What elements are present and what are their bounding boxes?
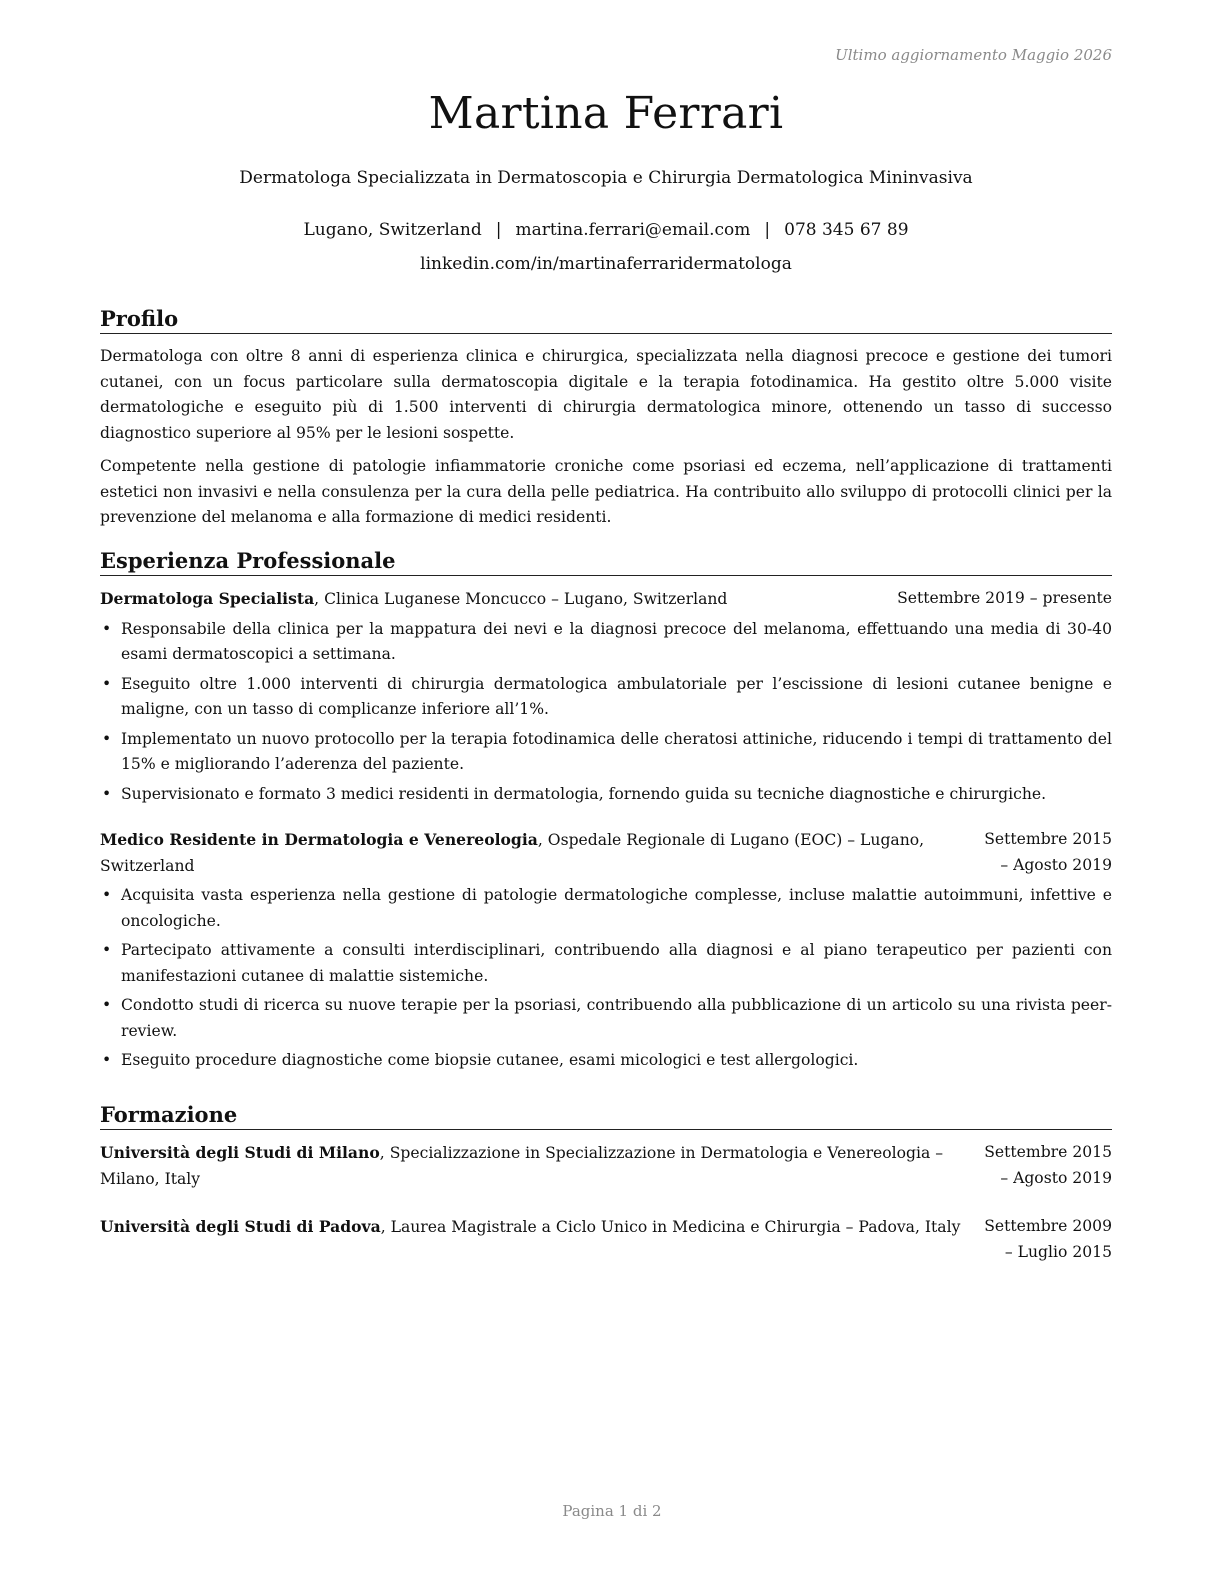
bullet-icon: • xyxy=(102,941,112,960)
list-item: • Supervisionato e formato 3 medici residenti in dermatologia, fornendo guida su tecniche diagnostiche e chirurgiche. xyxy=(100,782,1112,808)
bullet-icon: • xyxy=(102,674,112,693)
job-entry xyxy=(100,827,1112,1074)
bullet-icon: • xyxy=(102,619,112,638)
candidate-name: Martina Ferrari xyxy=(428,88,784,139)
education-entry xyxy=(100,1214,1112,1265)
bullet-icon: • xyxy=(102,784,112,803)
list-item: • Implementato un nuovo protocollo per la terapia fotodinamica delle cheratosi attiniche, riducendo i tempi di trattamento del 15% e migliorando l’aderenza del paziente. xyxy=(100,727,1112,778)
list-item: • Acquisita vasta esperienza nella gestione di patologie dermatologiche complesse, incluse malattie autoimmuni, infettive e oncologiche. xyxy=(100,883,1112,934)
bullet-icon: • xyxy=(102,1051,112,1070)
linkedin-link[interactable]: linkedin.com/in/martinaferraridermatologa xyxy=(420,254,792,274)
profile-paragraph: Dermatologa con oltre 8 anni di esperienza clinica e chirurgica, specializzata nella diagnosi precoce e gestione dei tumori cutanei, con un focus particolare sulla dermatoscopia digitale e la terapia fotodinamica. Ha gestito oltre 5.000 visite dermatologiche e eseguito più di 1.500 interventi di chirurgia dermatologica minore, ottenendo un tasso di successo diagnostico superiore al 95% per le lesioni sospette. xyxy=(100,347,1112,442)
page-number: Pagina 1 di 2 xyxy=(562,1502,662,1520)
bullet-icon: • xyxy=(102,996,112,1015)
education-section xyxy=(100,1102,1112,1265)
contact-separator: | xyxy=(764,220,771,240)
job-entry xyxy=(100,586,1112,807)
section-title-profile: Profilo xyxy=(100,306,1112,334)
job-bullets xyxy=(100,883,1112,1074)
location: Lugano, Switzerland xyxy=(303,220,482,240)
degree: , Laurea Magistrale a Ciclo Unico in Medicina e Chirurgia – Padova, Italy xyxy=(380,1218,961,1237)
education-dates: Settembre 2015 – Agosto 2019 xyxy=(984,1143,1112,1187)
contact-line xyxy=(100,220,1112,240)
email-link[interactable]: martina.ferrari@email.com xyxy=(515,220,751,240)
job-employer: , Ospedale Regionale di Lugano (EOC) – Lugano, Switzerland xyxy=(100,831,925,875)
phone-number: 078 345 67 89 xyxy=(784,220,909,240)
list-item: • Eseguito oltre 1.000 interventi di chirurgia dermatologica ambulatoriale per l’escissione di lesioni cutanee benigne e maligne, con un tasso di complicanze inferiore all’1%. xyxy=(100,672,1112,723)
section-title-experience: Esperienza Professionale xyxy=(100,548,1112,576)
job-employer: , Clinica Luganese Moncucco – Lugano, Switzerland xyxy=(314,590,728,609)
profile-section xyxy=(100,306,1112,539)
degree: , Specializzazione in Specializzazione in Dermatologia e Venereologia – Milano, Italy xyxy=(100,1144,944,1188)
last-updated: Ultimo aggiornamento Maggio 2026 xyxy=(835,46,1112,64)
school-name: Università degli Studi di Milano xyxy=(100,1143,380,1163)
job-bullets xyxy=(100,617,1112,808)
job-header xyxy=(100,827,1112,879)
education-dates: Settembre 2009 – Luglio 2015 xyxy=(984,1217,1112,1261)
list-item: • Eseguito procedure diagnostiche come biopsie cutanee, esami micologici e test allergologici. xyxy=(100,1048,1112,1074)
list-item: • Condotto studi di ricerca su nuove terapie per la psoriasi, contribuendo alla pubblicazione di un articolo su una rivista peer-review. xyxy=(100,993,1112,1044)
experience-section xyxy=(100,548,1112,1078)
candidate-title: Dermatologa Specializzata in Dermatoscopia e Chirurgia Dermatologica Mininvasiva xyxy=(239,168,973,188)
contact-separator: | xyxy=(495,220,502,240)
job-role: Medico Residente in Dermatologia e Venereologia xyxy=(100,830,538,850)
job-dates: Settembre 2015 – Agosto 2019 xyxy=(984,830,1112,874)
bullet-icon: • xyxy=(102,886,112,905)
job-dates: Settembre 2019 – presente xyxy=(897,589,1112,608)
job-role: Dermatologa Specialista xyxy=(100,589,315,609)
education-entry xyxy=(100,1140,1112,1192)
list-item: • Responsabile della clinica per la mappatura dei nevi e la diagnosi precoce del melanoma, effettuando una media di 30-40 esami dermatoscopici a settimana. xyxy=(100,617,1112,668)
profile-paragraph: Competente nella gestione di patologie infiammatorie croniche come psoriasi ed eczema, nell’applicazione di trattamenti estetici non invasivi e nella consulenza per la cura della pelle pediatrica. Ha contribuito allo sviluppo di protocolli clinici per la prevenzione del melanoma e alla formazione di medici residenti. xyxy=(100,457,1112,527)
school-name: Università degli Studi di Padova xyxy=(100,1217,381,1237)
list-item: • Partecipato attivamente a consulti interdisciplinari, contribuendo alla diagnosi e al piano terapeutico per pazienti con manifestazioni cutanee di malattie sistemiche. xyxy=(100,938,1112,989)
job-header xyxy=(100,586,1112,613)
bullet-icon: • xyxy=(102,729,112,748)
section-title-education: Formazione xyxy=(100,1102,1112,1130)
